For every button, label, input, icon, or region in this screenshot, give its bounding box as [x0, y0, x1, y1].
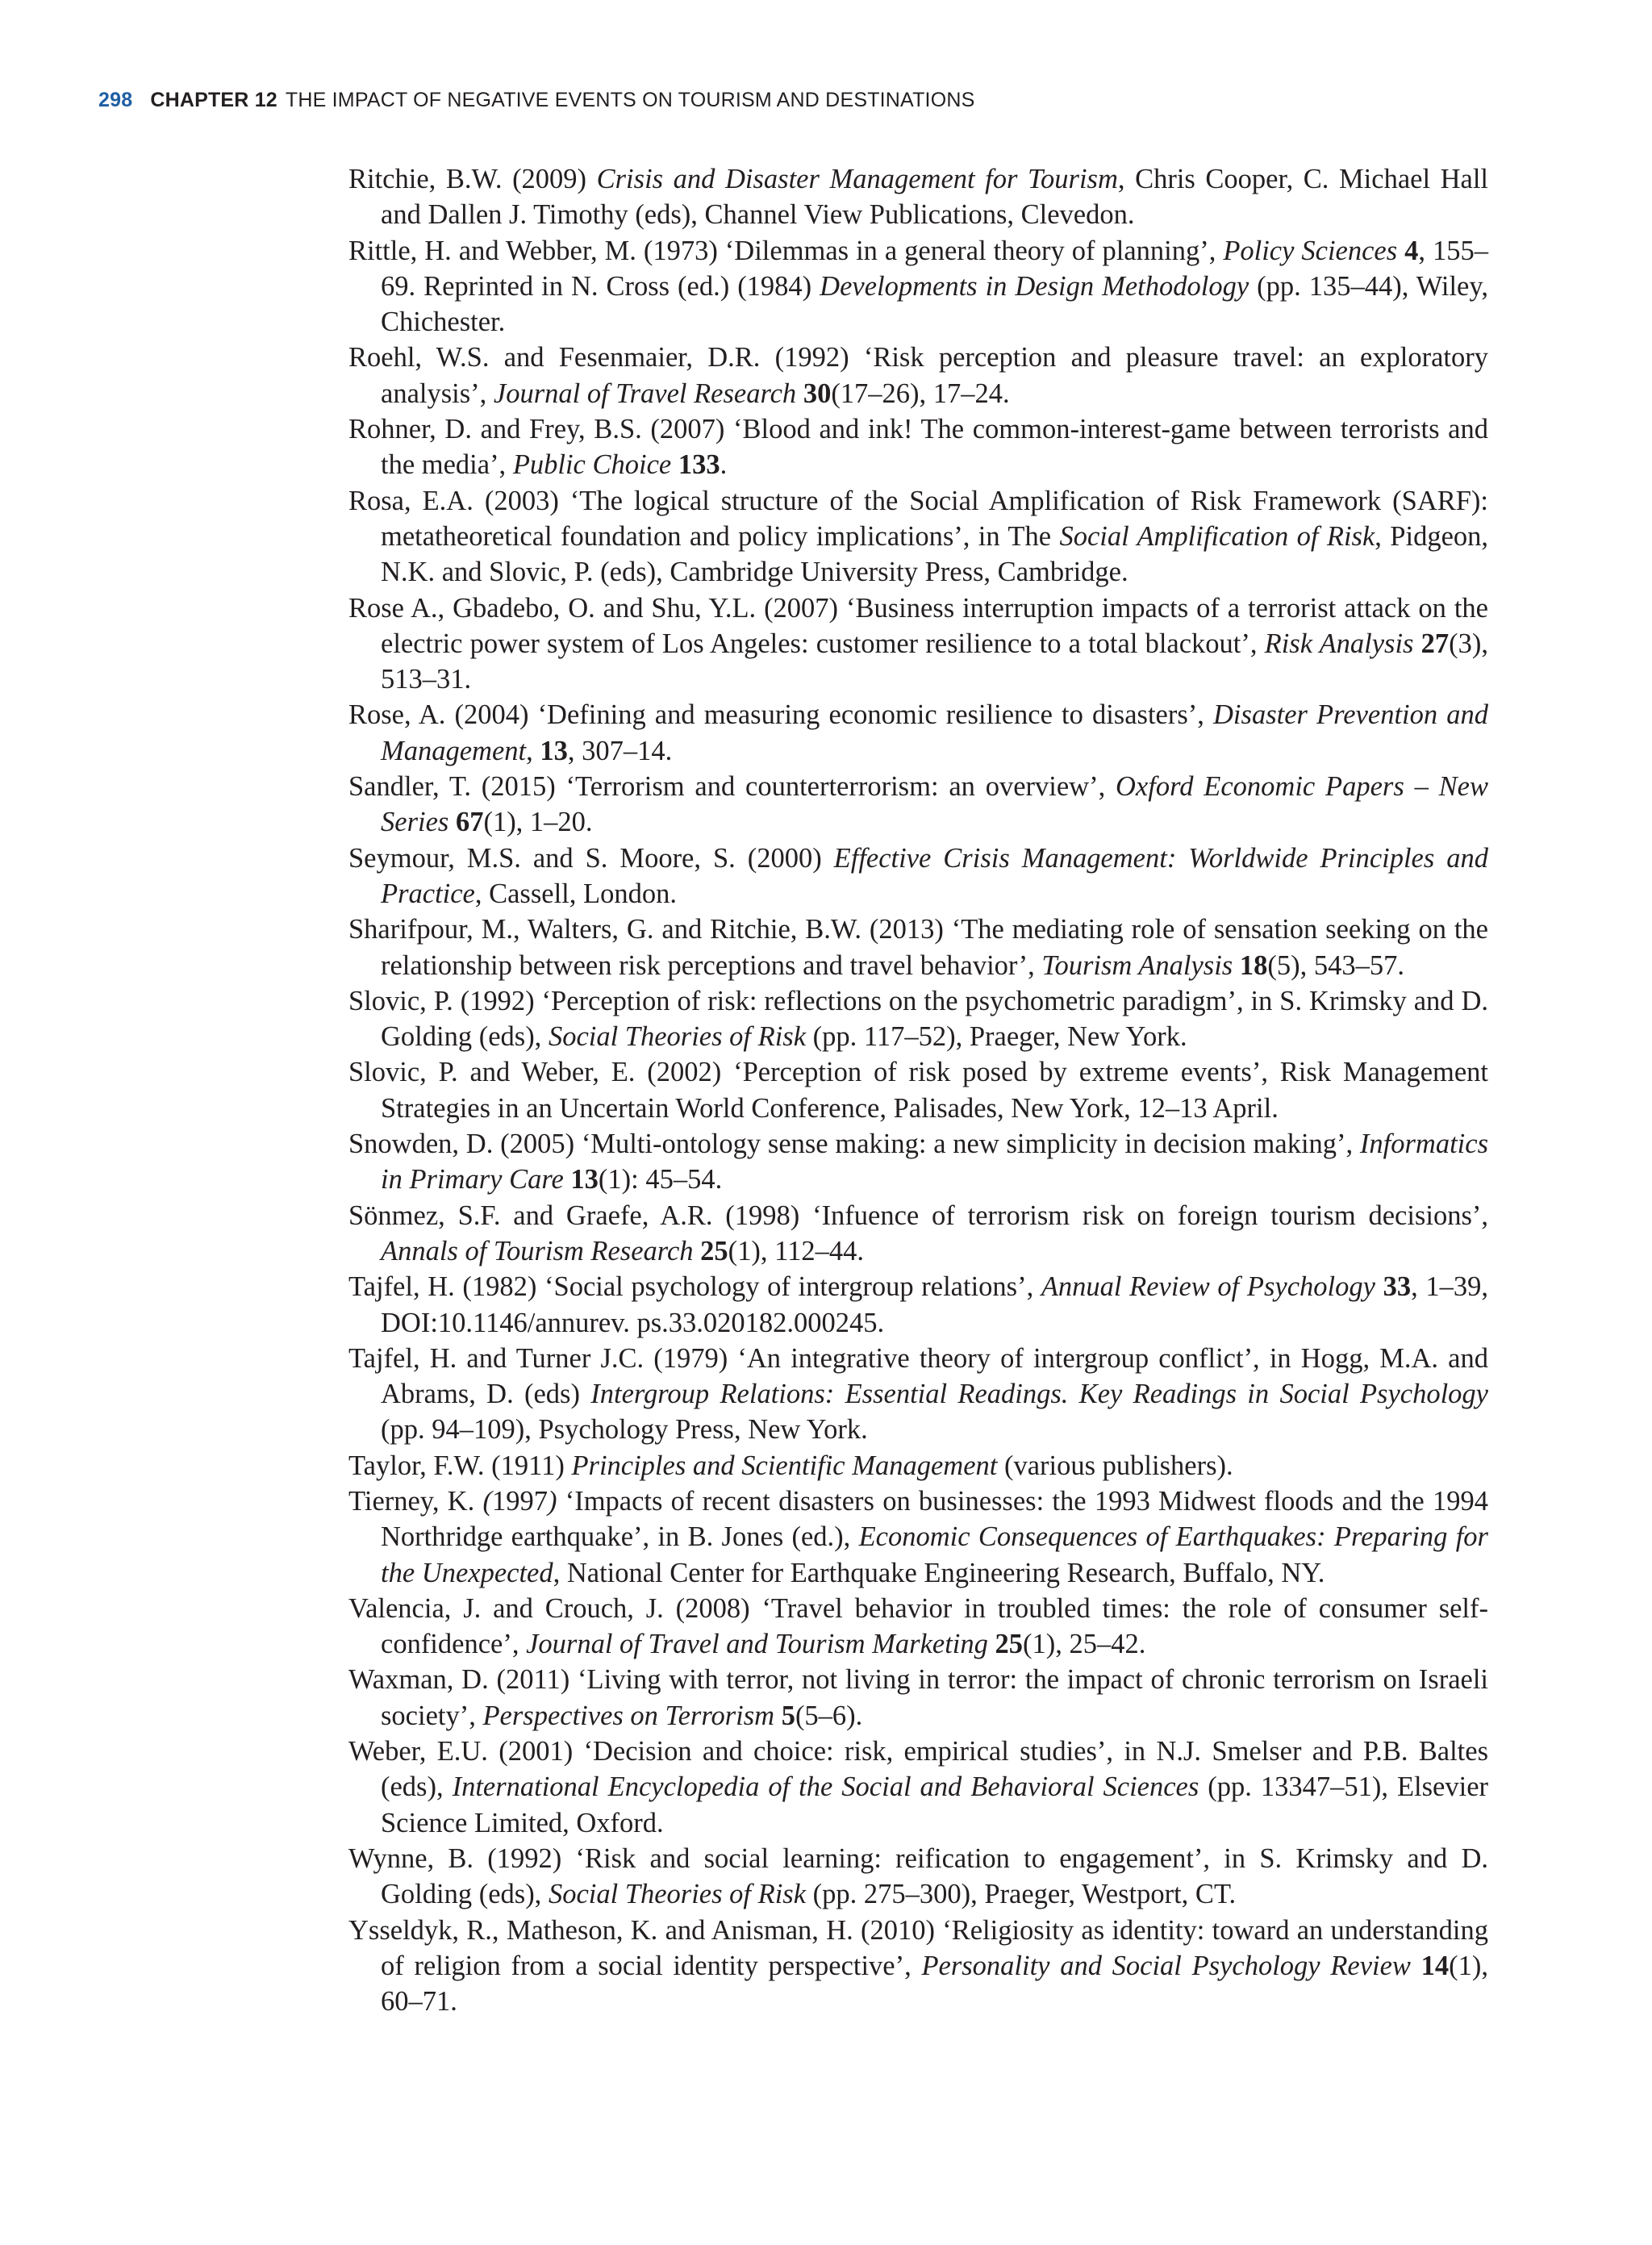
reference-text — [774, 1700, 782, 1731]
reference-text: Ritchie, B.W. (2009) — [348, 164, 597, 194]
reference-volume: 67 — [455, 807, 484, 838]
reference-text: . — [720, 449, 728, 481]
reference-text: (pp. 117–52), Praeger, New York. — [806, 1021, 1187, 1053]
reference-text: Sönmez, S.F. and Graefe, A.R. (1998) ‘Infuence of terrorism risk on foreign tourism decisions’, — [348, 1200, 1488, 1231]
reference-volume: 133 — [678, 449, 720, 481]
reference-entry — [348, 1483, 1488, 1591]
page-number: 298 — [98, 89, 133, 111]
reference-text: Rose, A. (2004) ‘Defining and measuring economic resilience to disasters’, — [348, 699, 1214, 731]
reference-text: Sharifpour, M., Walters, G. and Ritchie, B.W. (2013) ‘The mediating role of sensation seeking on the relationship between risk perceptions and travel behavior’, — [348, 914, 1488, 981]
reference-text: , National Center for Earthquake Engineering Research, Buffalo, NY. — [553, 1557, 1325, 1588]
reference-text: Rittle, H. and Webber, M. (1973) ‘Dilemmas in a general theory of planning’, — [348, 235, 1224, 266]
reference-entry — [348, 1913, 1488, 2020]
reference-text — [1411, 1951, 1421, 1981]
reference-entry — [348, 1198, 1488, 1270]
reference-italic-text: Economic Consequences of Earthquakes: Preparing for the Unexpected — [381, 1521, 1488, 1588]
reference-text: Slovic, P. and Weber, E. (2002) ‘Perception of risk posed by extreme events’, Risk Management Strategies in an Uncertain World Conference, Palisades, New York, 12–13 April. — [348, 1057, 1488, 1124]
reference-text: Wynne, B. (1992) ‘Risk and social learning: reification to engagement’, in S. Krimsky and D. Golding (eds), — [348, 1842, 1488, 1910]
reference-text: , 155–69. Reprinted in N. Cross (ed.) (1984) — [381, 235, 1489, 302]
reference-volume: 30 — [803, 378, 832, 409]
reference-text: ‘Impacts of recent disasters on businesses: the 1993 Midwest floods and the 1994 Northridge earthquake’, in B. Jones (ed.), — [381, 1485, 1488, 1553]
reference-list — [348, 161, 1488, 2019]
reference-volume: 5 — [781, 1700, 795, 1731]
reference-entry — [348, 233, 1488, 340]
reference-italic-text: Perspectives on Terrorism — [482, 1700, 775, 1731]
reference-volume: 18 — [1239, 949, 1268, 981]
reference-text: Taylor, F.W. (1911) — [348, 1450, 572, 1481]
reference-text: (pp. 94–109), Psychology Press, New York. — [381, 1414, 868, 1446]
reference-text: (1), 25–42. — [1023, 1629, 1146, 1660]
reference-italic-text: ( — [482, 1485, 492, 1517]
reference-entry — [348, 1269, 1488, 1341]
reference-text: (various publishers). — [997, 1450, 1233, 1481]
reference-text — [988, 1629, 995, 1659]
reference-entry — [348, 1841, 1488, 1913]
reference-italic-text: Effective Crisis Management: Worldwide Principles and Practice — [381, 842, 1488, 909]
reference-entry — [348, 1662, 1488, 1734]
reference-text: Snowden, D. (2005) ‘Multi-ontology sense making: a new simplicity in decision making’, — [348, 1129, 1360, 1160]
reference-text: Ysseldyk, R., Matheson, K. and Anisman, H. (2010) ‘Religiosity as identity: toward an understanding of religion from a social identity perspective’, — [348, 1914, 1488, 1981]
reference-text — [796, 378, 803, 409]
reference-entry — [348, 1591, 1488, 1663]
reference-italic-text: Intergroup Relations: Essential Readings. Key Readings in Social Psychology — [590, 1379, 1488, 1410]
reference-text: (1), 112–44. — [728, 1235, 864, 1266]
reference-entry — [348, 411, 1488, 483]
reference-entry — [348, 769, 1488, 841]
reference-italic-text: Social Theories of Risk — [548, 1879, 807, 1910]
reference-text: Rose A., Gbadebo, O. and Shu, Y.L. (2007) ‘Business interruption impacts of a terrorist attack on the electric power system of Los Angeles: customer resilience to a total blackout’, — [348, 592, 1488, 659]
reference-italic-text: Developments in Design Methodology — [820, 270, 1249, 302]
reference-italic-text: Personality and Social Psychology Review — [921, 1950, 1411, 1981]
reference-entry — [348, 590, 1488, 698]
reference-text: Waxman, D. (2011) ‘Living with terror, not living in terror: the impact of chronic terrorism on Israeli society’, — [348, 1664, 1488, 1731]
reference-text: (pp. 13347–51), Elsevier Science Limited, Oxford. — [381, 1771, 1489, 1838]
reference-italic-text: Risk Analysis — [1264, 628, 1414, 659]
reference-italic-text: Annals of Tourism Research — [381, 1235, 694, 1266]
reference-volume: 25 — [700, 1235, 728, 1266]
reference-text: Seymour, M.S. and S. Moore, S. (2000) — [348, 842, 834, 874]
reference-text — [448, 807, 456, 837]
reference-text: (1): 45–54. — [598, 1164, 723, 1196]
reference-italic-text: Crisis and Disaster Management for Tourism — [596, 164, 1118, 194]
reference-text: (pp. 275–300), Praeger, Westport, CT. — [806, 1879, 1237, 1910]
reference-italic-text: Disaster Prevention and Management — [381, 699, 1488, 766]
reference-text — [694, 1236, 701, 1266]
reference-text — [1375, 1271, 1383, 1302]
reference-italic-text: ) — [547, 1485, 557, 1517]
reference-text: (5), 543–57. — [1267, 949, 1404, 981]
reference-entry — [348, 1448, 1488, 1483]
reference-italic-text: International Encyclopedia of the Social and Behavioral Sciences — [452, 1771, 1199, 1803]
reference-italic-text: Public Choice — [512, 449, 672, 481]
reference-text: Tajfel, H. (1982) ‘Social psychology of intergroup relations’, — [348, 1271, 1041, 1303]
reference-text: , 307–14. — [567, 735, 673, 766]
reference-volume: 4 — [1404, 235, 1419, 266]
reference-text — [1413, 628, 1420, 659]
reference-text: (pp. 135–44), Wiley, Chichester. — [381, 270, 1488, 338]
reference-italic-text: Policy Sciences — [1223, 235, 1398, 266]
reference-text: , — [526, 735, 540, 766]
reference-entry — [348, 912, 1488, 983]
reference-italic-text: Informatics in Primary Care — [381, 1129, 1488, 1196]
reference-entry — [348, 1734, 1488, 1841]
chapter-title: THE IMPACT OF NEGATIVE EVENTS ON TOURISM AND DESTINATIONS — [285, 89, 975, 111]
reference-text: (1), 60–71. — [381, 1950, 1489, 2018]
reference-text: (1), 1–20. — [483, 807, 593, 838]
reference-entry — [348, 483, 1488, 590]
reference-italic-text: Tourism Analysis — [1041, 949, 1233, 981]
reference-text: Rohner, D. and Frey, B.S. (2007) ‘Blood and ink! The common-interest-game between terrorists and the media’, — [348, 414, 1488, 481]
reference-text: Valencia, J. and Crouch, J. (2008) ‘Travel behavior in troubled times: the role of consumer self-confidence’, — [348, 1592, 1488, 1660]
reference-italic-text: Oxford Economic Papers – New Series — [381, 771, 1488, 838]
reference-italic-text: Annual Review of Psychology — [1041, 1271, 1375, 1303]
reference-italic-text: Social Theories of Risk — [548, 1021, 807, 1053]
reference-text: Rosa, E.A. (2003) ‘The logical structure of the Social Amplification of Risk Framework (SARF): metatheoretical foundation and policy implications’, in The — [348, 485, 1488, 552]
reference-volume: 13 — [570, 1164, 599, 1196]
reference-text: , Chris Cooper, C. Michael Hall and Dallen J. Timothy (eds), Channel View Publications, Clevedon. — [381, 164, 1488, 231]
reference-volume: 27 — [1420, 628, 1450, 659]
reference-text: , 1–39, DOI:10.1146/annurev. ps.33.020182.000245. — [381, 1271, 1489, 1338]
reference-text: 1997 — [491, 1485, 548, 1517]
reference-text: (17–26), 17–24. — [831, 378, 1010, 409]
reference-text: Roehl, W.S. and Fesenmaier, D.R. (1992) ‘Risk perception and pleasure travel: an exploratory analysis’, — [348, 342, 1488, 409]
reference-text: Tajfel, H. and Turner J.C. (1979) ‘An integrative theory of intergroup conflict’, in Hogg, M.A. and Abrams, D. (eds) — [348, 1342, 1488, 1410]
reference-text: , Cassell, London. — [474, 878, 677, 909]
reference-entry — [348, 1341, 1488, 1448]
reference-entry — [348, 983, 1488, 1055]
chapter-label: CHAPTER 12 — [150, 89, 277, 111]
reference-volume: 14 — [1420, 1950, 1450, 1981]
reference-italic-text: Journal of Travel and Tourism Marketing — [526, 1629, 988, 1660]
reference-text: Weber, E.U. (2001) ‘Decision and choice: risk, empirical studies’, in N.J. Smelser and P.B. Baltes (eds), — [348, 1736, 1488, 1803]
reference-entry — [348, 841, 1488, 912]
reference-text — [1233, 950, 1240, 981]
reference-entry — [348, 161, 1488, 233]
reference-italic-text: Journal of Travel Research — [493, 378, 797, 409]
reference-volume: 33 — [1383, 1271, 1412, 1303]
reference-text — [1397, 236, 1404, 266]
reference-text: Tierney, K. — [348, 1485, 483, 1517]
reference-text: Sandler, T. (2015) ‘Terrorism and counterterrorism: an overview’, — [348, 771, 1116, 803]
reference-entry — [348, 1126, 1488, 1198]
reference-entry — [348, 1054, 1488, 1126]
reference-text: (5–6). — [795, 1700, 863, 1731]
reference-text: , Pidgeon, N.K. and Slovic, P. (eds), Cambridge University Press, Cambridge. — [381, 520, 1489, 588]
reference-volume: 25 — [995, 1629, 1023, 1660]
reference-text — [671, 449, 678, 480]
reference-text: Slovic, P. (1992) ‘Perception of risk: reflections on the psychometric paradigm’, in S. Krimsky and D. Golding (eds), — [348, 985, 1488, 1053]
reference-entry — [348, 340, 1488, 411]
reference-italic-text: Principles and Scientific Management — [571, 1450, 998, 1481]
reference-text: (3), 513–31. — [381, 628, 1488, 695]
reference-italic-text: Social Amplification of Risk — [1059, 520, 1375, 552]
reference-volume: 13 — [540, 735, 568, 766]
reference-entry — [348, 697, 1488, 769]
running-header — [98, 89, 974, 112]
